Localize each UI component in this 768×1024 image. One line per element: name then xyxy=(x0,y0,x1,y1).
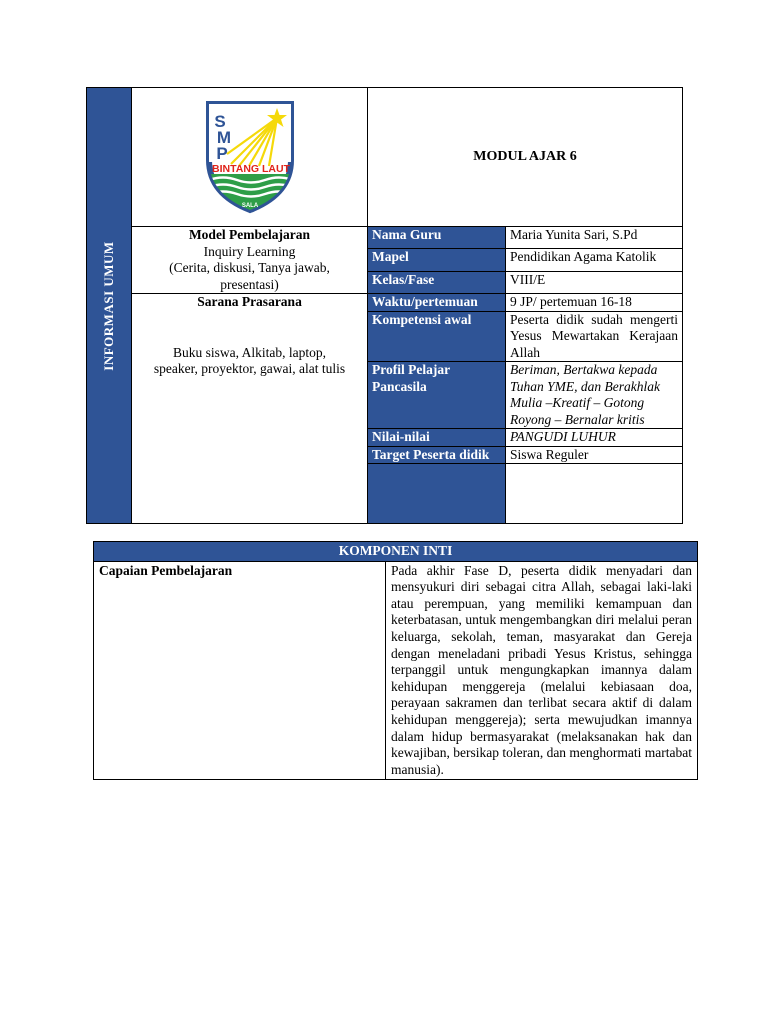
row-label-nilai-nilai: Nilai-nilai xyxy=(368,429,506,447)
komponen-inti-heading: KOMPONEN INTI xyxy=(94,542,698,562)
row-label-kompetensi-awal: Kompetensi awal xyxy=(368,311,506,362)
sarana-heading: Sarana Prasarana xyxy=(197,294,302,309)
sarana-prasarana-cell xyxy=(132,294,368,524)
row-label-target-peserta: Target Peserta didik xyxy=(368,446,506,464)
model-line: (Cerita, diskusi, Tanya jawab, xyxy=(169,260,330,275)
row-value-kelas-fase: VIII/E xyxy=(506,271,683,293)
informasi-umum-sidebar xyxy=(87,88,132,524)
module-title: MODUL AJAR 6 xyxy=(368,88,683,227)
sarana-spacer xyxy=(136,311,363,345)
model-heading: Model Pembelajaran xyxy=(188,227,311,242)
row-value-nama-guru: Maria Yunita Sari, S.Pd xyxy=(506,227,683,249)
row-value-target-peserta: Siswa Reguler xyxy=(506,446,683,464)
row-label-waktu: Waktu/pertemuan xyxy=(368,294,506,312)
row-label-mapel: Mapel xyxy=(368,249,506,271)
capaian-pembelajaran-label: Capaian Pembelajaran xyxy=(94,561,386,780)
logo-city: SALA xyxy=(241,202,258,209)
row-value-nilai-nilai: PANGUDI LUHUR xyxy=(506,429,683,447)
row-value-filler xyxy=(506,464,683,524)
komponen-inti-table xyxy=(93,541,698,780)
model-pembelajaran-cell xyxy=(132,227,368,294)
row-label-nama-guru: Nama Guru xyxy=(368,227,506,249)
model-line: Inquiry Learning xyxy=(203,243,296,259)
sarana-line: Buku siswa, Alkitab, laptop, xyxy=(173,344,326,360)
row-value-profil-pelajar: Beriman, Bertakwa kepada Tuhan YME, dan Berakhlak Mulia –Kreatif – Gotong Royong – Bernalar kritis xyxy=(506,362,683,429)
logo-school-name: BINTANG LAUT xyxy=(211,162,290,175)
row-label-filler xyxy=(368,464,506,524)
informasi-umum-table xyxy=(86,87,683,524)
logo-cell xyxy=(132,88,368,227)
row-label-profil-pelajar: Profil Pelajar Pancasila xyxy=(368,362,506,429)
school-logo-shield-icon xyxy=(203,96,297,214)
side-label: INFORMASI UMUM xyxy=(100,240,116,371)
logo-letter-p: P xyxy=(215,143,228,163)
model-line: presentasi) xyxy=(220,276,279,292)
logo-letter-s: S xyxy=(213,111,226,131)
logo-letter-m: M xyxy=(216,127,231,147)
sarana-line: speaker, proyektor, gawai, alat tulis xyxy=(153,361,346,376)
row-value-waktu: 9 JP/ pertemuan 16-18 xyxy=(506,294,683,312)
row-label-kelas-fase: Kelas/Fase xyxy=(368,271,506,293)
row-value-kompetensi-awal: Peserta didik sudah mengerti Yesus Mewartakan Kerajaan Allah xyxy=(506,311,683,362)
row-value-mapel: Pendidikan Agama Katolik xyxy=(506,249,683,271)
capaian-pembelajaran-text: Pada akhir Fase D, peserta didik menyadari dan mensyukuri diri sebagai citra Allah, sebagai laki-laki atau perempuan, yang memiliki kemampuan dan keterbatasan, untuk mengembangkan diri melalui peran keluarga, sekolah, teman, masyarakat dan Gereja dengan meneladani pribadi Yesus Kristus, sehingga terpanggil untuk mengungkapkan imannya dalam kehidupan menggereja (melalui kebiasaan doa, perayaan sakramen dan terlibat secara aktif di dalam kehidupan menggereja); serta mewujudkan imannya dalam hidup bermasyarakat (melaksanakan hak dan kewajiban, bersikap toleran, dan menghormati martabat manusia). xyxy=(386,561,698,780)
